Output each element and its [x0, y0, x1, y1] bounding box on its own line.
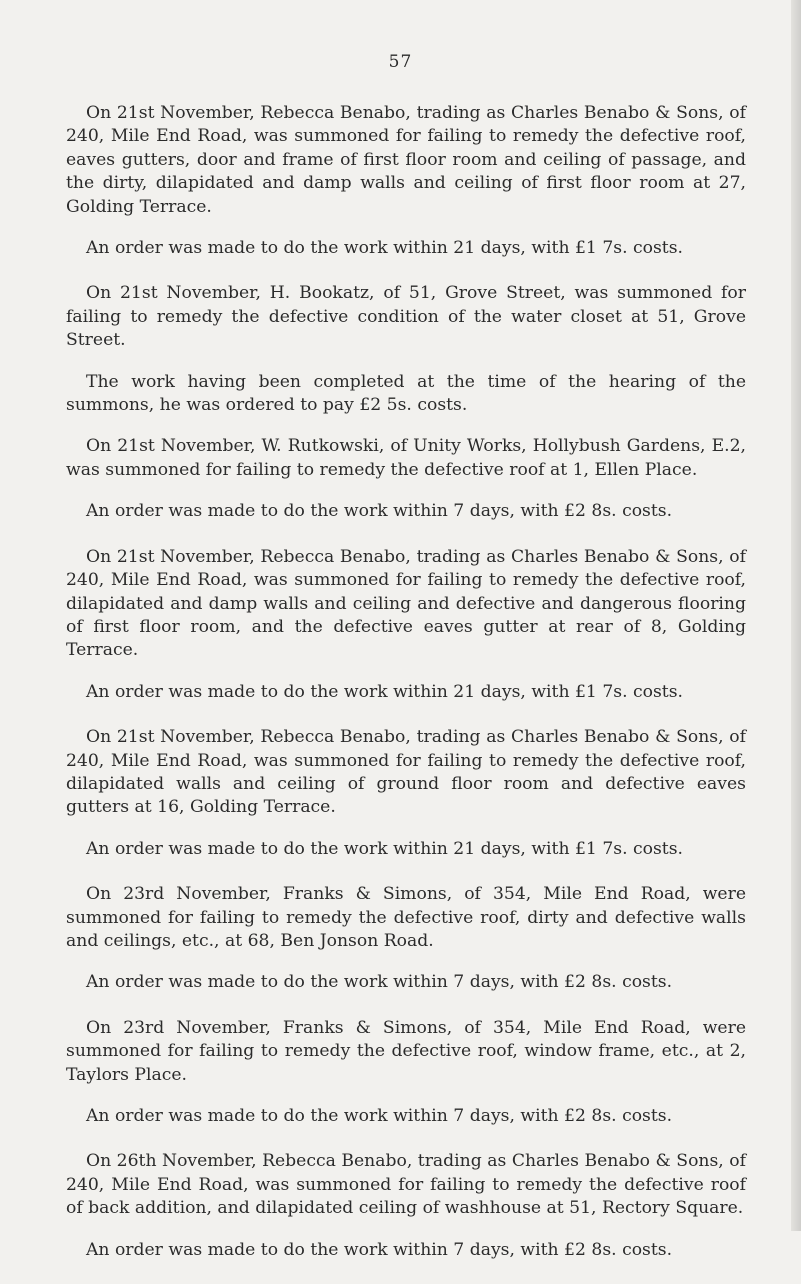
paragraph-summons-3: On 21st November, W. Rutkowski, of Unity Works, Hollybush Gardens, E.2, was summoned for failing to remedy the defective roof at 1, Ellen Place. — [66, 436, 746, 480]
paragraph-outcome-2: The work having been completed at the time of the hearing of the summons, he was ordered to pay £2 5s. costs. — [66, 371, 746, 416]
document-body — [66, 102, 746, 1284]
paragraph-summons-7: On 23rd November, Franks & Simons, of 354, Mile End Road, were summoned for failing to remedy the defective roof, window frame, etc., at 2, Taylors Place. — [66, 1017, 746, 1085]
page-number: 57 — [388, 52, 413, 72]
paragraph-summons-6: On 23rd November, Franks & Simons, of 354, Mile End Road, were summoned for failing to remedy the defective roof, dirty and defective walls and ceilings, etc., at 68, Ben Jonson Road. — [66, 884, 746, 951]
paragraph-summons-4: On 21st November, Rebecca Benabo, trading as Charles Benabo & Sons, of 240, Mile End Road, was summoned for failing to remedy the defective roof, dilapidated and damp walls and ceiling and defective and dangerous flooring of first floor room, and the defective eaves gutter at rear of 8, Golding Terrace. — [66, 546, 746, 661]
paragraph-summons-5: On 21st November, Rebecca Benabo, trading as Charles Benabo & Sons, of 240, Mile End Road, was summoned for failing to remedy the defective roof, dilapidated walls and ceiling of ground floor room and defective eaves gutters at 16, Golding Terrace. — [66, 727, 746, 818]
paragraph-summons-1: On 21st November, Rebecca Benabo, trading as Charles Benabo & Sons, of 240, Mile End Road, was summoned for failing to remedy the defective roof, eaves gutters, door and frame of first floor room and ceiling of passage, and the dirty, dilapidated and damp walls and ceiling of first floor room at 27, Golding Terrace. — [66, 103, 746, 217]
paragraph-summons-8: On 26th November, Rebecca Benabo, trading as Charles Benabo & Sons, of 240, Mile End Road, was summoned for failing to remedy the defective roof of back addition, and dilapidated ceiling of washhouse at 51, Rectory Square. — [66, 1151, 746, 1219]
paragraph-order-5: An order was made to do the work within 21 days, with £1 7s. costs. — [86, 838, 683, 859]
page-edge-shadow — [791, 0, 801, 1231]
paragraph-order-3: An order was made to do the work within 7 days, with £2 8s. costs. — [86, 501, 673, 522]
paragraph-order-7: An order was made to do the work within 7 days, with £2 8s. costs. — [86, 1106, 673, 1126]
paragraph-order-6: An order was made to do the work within 7 days, with £2 8s. costs. — [86, 972, 673, 993]
paragraph-order-8: An order was made to do the work within 7 days, with £2 8s. costs. — [86, 1239, 673, 1260]
paragraph-order-4: An order was made to do the work within 21 days, with £1 7s. costs. — [86, 681, 683, 702]
paragraph-summons-2: On 21st November, H. Bookatz, of 51, Grove Street, was summoned for failing to remedy the defective condition of the water closet at 51, Grove Street. — [66, 283, 746, 351]
paragraph-order-1: An order was made to do the work within 21 days, with £1 7s. costs. — [86, 238, 683, 259]
